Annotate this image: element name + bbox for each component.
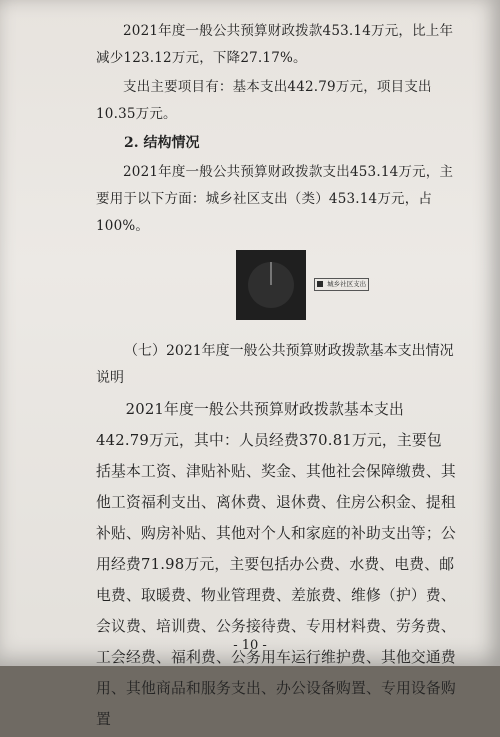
pie-chart xyxy=(246,257,296,313)
paragraph-budget-total: 2021年度一般公共预算财政拨款453.14万元，比上年减少123.12万元，下降27.17%。 xyxy=(96,23,454,66)
pie-chart-frame xyxy=(236,250,306,320)
document-content xyxy=(96,18,456,737)
pie-chart-area xyxy=(96,250,456,320)
page-number: - 10 - xyxy=(233,638,267,653)
legend-swatch xyxy=(317,281,323,287)
section-heading-structure: 2. 结构情况 xyxy=(124,135,200,151)
chart-legend xyxy=(314,278,369,291)
paragraph-structure-detail: 2021年度一般公共预算财政拨款支出453.14万元，主要用于以下方面：城乡社区支出（类）453.14万元，占100%。 xyxy=(96,164,454,234)
paragraph-main-items: 支出主要项目有：基本支出442.79万元，项目支出10.35万元。 xyxy=(96,79,432,122)
paragraph-basic-expenditure: 2021年度一般公共预算财政拨款基本支出442.79万元，其中：人员经费370.81万元，主要包括基本工资、津贴补贴、奖金、其他社会保障缴费、其他工资福利支出、离休费、退休费、住房公积金、提租补贴、购房补贴、其他对个人和家庭的补助支出等；公用经费71.98万元，主要包括办公费、水费、电费、邮电费、取暖费、物业管理费、差旅费、维修（护）费、会议费、培训费、公务接待费、专用材料费、劳务费、工会经费、福利费、公务用车运行维护费、其他交通费用、其他商品和服务支出、办公设备购置、专用设备购置 xyxy=(96,401,456,728)
section-title-basic-expenditure: （七）2021年度一般公共预算财政拨款基本支出情况说明 xyxy=(96,343,454,386)
legend-label: 城乡社区支出 xyxy=(327,280,367,288)
